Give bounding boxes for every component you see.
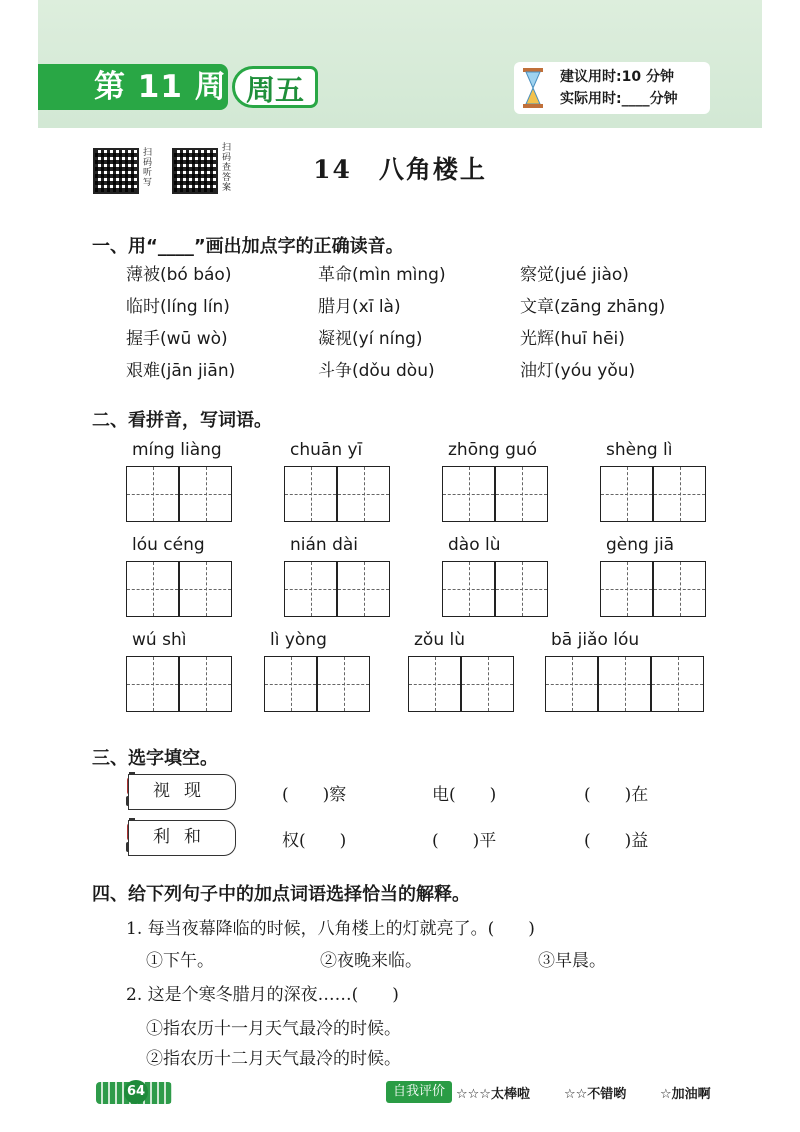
- day-tab: 周五: [232, 66, 318, 108]
- section2-title: 二、看拼音，写词语。: [92, 410, 272, 431]
- reading-item: 腊月(xī là): [318, 297, 401, 317]
- fill-blank-item[interactable]: 电( ): [432, 785, 497, 805]
- page-number: 64: [124, 1080, 148, 1104]
- fill-blank-item[interactable]: ( )益: [584, 831, 649, 851]
- pinyin-label: wú shì: [132, 630, 187, 650]
- reading-item: 文章(zāng zhāng): [520, 297, 666, 317]
- writing-cell[interactable]: [600, 561, 653, 617]
- qr-label-answers: 扫码查答案: [222, 143, 232, 193]
- pinyin-label: míng liàng: [132, 440, 222, 460]
- writing-cell[interactable]: [653, 561, 706, 617]
- writing-cell[interactable]: [408, 656, 461, 712]
- reading-item: 光辉(huī hēi): [520, 329, 625, 349]
- writing-cell[interactable]: [126, 561, 179, 617]
- choice-box: 利和: [128, 820, 236, 856]
- reading-item: 油灯(yóu yǒu): [520, 361, 636, 381]
- suggested-time: 建议用时:10 分钟: [560, 69, 674, 85]
- qr-label-dictation: 扫码听写: [143, 148, 153, 188]
- section3-title: 三、选字填空。: [92, 748, 218, 769]
- fill-blank-item[interactable]: 权( ): [282, 831, 347, 851]
- reading-item: 革命(mìn mìng): [318, 265, 446, 285]
- writing-cell[interactable]: [337, 466, 390, 522]
- writing-cell[interactable]: [317, 656, 370, 712]
- pinyin-label: gèng jiā: [606, 535, 675, 555]
- reading-item: 凝视(yí níng): [318, 329, 423, 349]
- fill-blank-item[interactable]: ( )察: [282, 785, 347, 805]
- q2-option-a: ①指农历十一月天气最冷的时候。: [146, 1019, 401, 1039]
- pinyin-label: lì yòng: [270, 630, 327, 650]
- reading-item: 握手(wū wò): [126, 329, 228, 349]
- reading-item: 艰难(jān jiān): [126, 361, 236, 381]
- reading-item: 临时(líng lín): [126, 297, 230, 317]
- fill-blank-item[interactable]: ( )平: [432, 831, 497, 851]
- writing-cell[interactable]: [600, 466, 653, 522]
- writing-cell[interactable]: [284, 561, 337, 617]
- writing-cell[interactable]: [179, 561, 232, 617]
- lesson-title: 14 八角楼上: [313, 155, 487, 184]
- writing-cell[interactable]: [337, 561, 390, 617]
- hourglass-icon: [522, 68, 544, 108]
- pinyin-label: nián dài: [290, 535, 359, 555]
- section1-title: 一、用“____”画出加点字的正确读音。: [92, 236, 404, 257]
- eval-option-3[interactable]: ☆☆☆太棒啦: [456, 1087, 530, 1102]
- writing-cell[interactable]: [442, 561, 495, 617]
- pinyin-label: bā jiǎo lóu: [551, 630, 640, 650]
- writing-cell[interactable]: [495, 466, 548, 522]
- reading-item: 薄被(bó báo): [126, 265, 232, 285]
- writing-cell[interactable]: [284, 466, 337, 522]
- q2-option-b: ②指农历十二月天气最冷的时候。: [146, 1049, 401, 1069]
- writing-cell[interactable]: [264, 656, 317, 712]
- choice-box: 视现: [128, 774, 236, 810]
- q1-option-b: ②夜晚来临。: [320, 951, 422, 971]
- pinyin-label: dào lù: [448, 535, 501, 555]
- question-2: 2. 这是个寒冬腊月的深夜……( ): [126, 985, 399, 1005]
- writing-cell[interactable]: [126, 656, 179, 712]
- fill-blank-item[interactable]: ( )在: [584, 785, 649, 805]
- question-1: 1. 每当夜幕降临的时候，八角楼上的灯就亮了。( ): [126, 919, 535, 939]
- self-eval-label: 自我评价: [386, 1081, 452, 1103]
- eval-option-2[interactable]: ☆☆不错哟: [564, 1087, 627, 1102]
- q1-option-c: ③早晨。: [538, 951, 606, 971]
- pinyin-label: chuān yī: [290, 440, 363, 460]
- writing-cell[interactable]: [495, 561, 548, 617]
- section4-title: 四、给下列句子中的加点词语选择恰当的解释。: [92, 884, 470, 905]
- writing-cell[interactable]: [653, 466, 706, 522]
- writing-cell[interactable]: [651, 656, 704, 712]
- writing-cell[interactable]: [545, 656, 598, 712]
- reading-item: 察觉(jué jiào): [520, 265, 629, 285]
- writing-cell[interactable]: [179, 466, 232, 522]
- pinyin-label: zǒu lù: [414, 630, 465, 650]
- writing-cell[interactable]: [126, 466, 179, 522]
- writing-cell[interactable]: [179, 656, 232, 712]
- q1-option-a: ①下午。: [146, 951, 214, 971]
- writing-cell[interactable]: [461, 656, 514, 712]
- eval-option-1[interactable]: ☆加油啊: [660, 1087, 711, 1102]
- writing-cell[interactable]: [598, 656, 651, 712]
- pinyin-label: lóu céng: [132, 535, 205, 555]
- pinyin-label: shèng lì: [606, 440, 673, 460]
- week-tab: 第 11 周: [38, 64, 228, 110]
- writing-cell[interactable]: [442, 466, 495, 522]
- reading-item: 斗争(dǒu dòu): [318, 361, 435, 381]
- pinyin-label: zhōng guó: [448, 440, 538, 460]
- actual-time: 实际用时:____分钟: [560, 91, 678, 107]
